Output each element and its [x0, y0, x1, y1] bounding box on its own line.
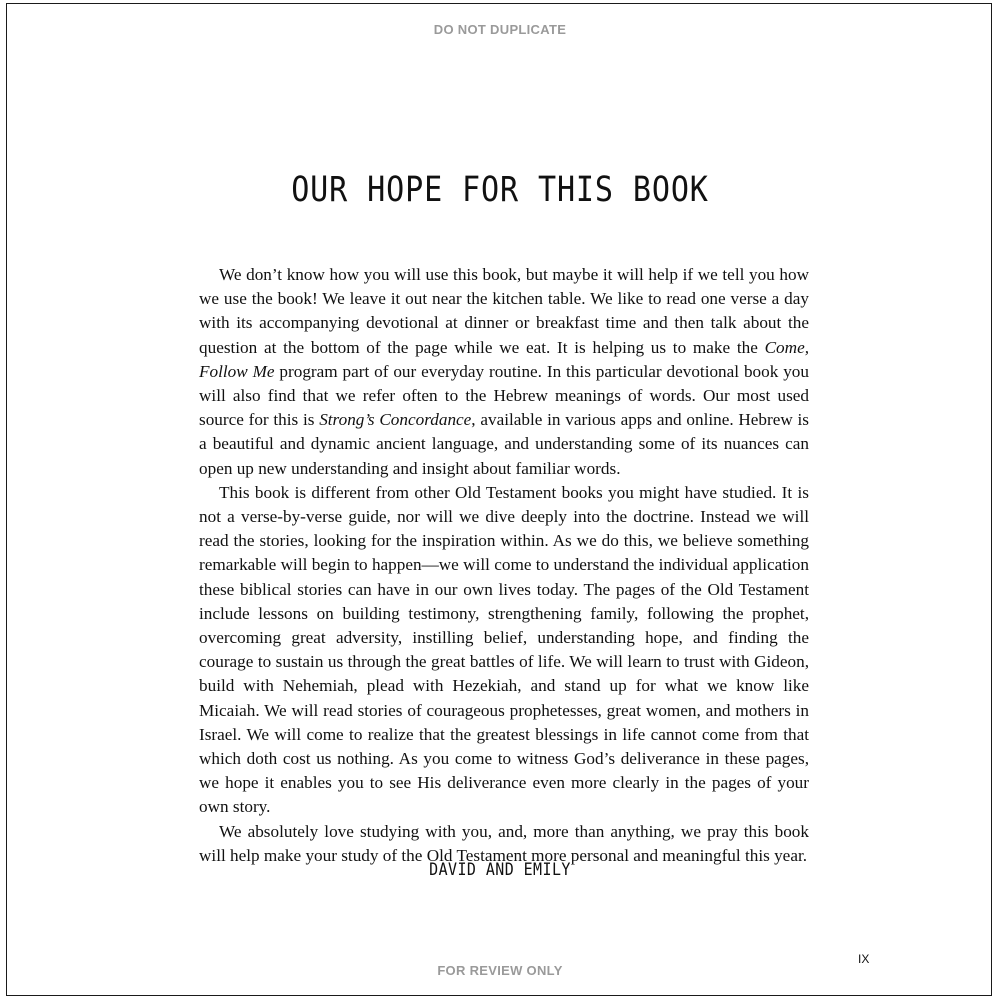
page-title: OUR HOPE FOR THIS BOOK	[291, 170, 709, 210]
paragraph-1-part-c: , available in various apps and online. Hebrew is a beautiful and dynamic ancient language, and understanding some of its nuances can open up new understanding and insight about familiar words.	[199, 410, 810, 478]
come-follow-me-title: Come, Follow Me	[199, 337, 809, 381]
page-number: IX	[858, 952, 870, 966]
watermark-top: DO NOT DUPLICATE	[433, 22, 567, 37]
paragraph-1-part-b: program part of our everyday routine. In this particular devotional book you will also find that we refer often to the Hebrew meanings of words. Our most used source for this is	[199, 361, 809, 430]
paragraph-1	[199, 263, 809, 481]
body-text	[199, 263, 809, 868]
paragraph-3: We absolutely love studying with you, and, more than anything, we pray this book will help make your study of the Old Testament more personal and meaningful this year.	[199, 821, 809, 865]
strongs-concordance-title: Strong’s Concordance	[319, 410, 472, 430]
watermark-bottom: FOR REVIEW ONLY	[437, 963, 563, 978]
paragraph-1-part-a: We don’t know how you will use this book, but maybe it will help if we tell you how we use the book! We leave it out near the kitchen table. We like to read one verse a day with its accompanying devotional at dinner or breakfast time and then talk about the question at the bottom of the page while we eat. It is helping us to make the	[199, 265, 809, 357]
paragraph-2: This book is different from other Old Testament books you might have studied. It is not a verse-by-verse guide, nor will we dive deeply into the doctrine. Instead we will read the stories, looking for the inspiration within. As we do this, we believe something remarkable will begin to happen—we will come to understand the individual application these biblical stories can have in our own lives today. The pages of the Old Testament include lessons on building testimony, strengthening family, following the prophet, overcoming great adversity, instilling belief, understanding hope, and finding the courage to sustain us through the great battles of life. We will learn to trust with Gideon, build with Nehemiah, plead with Hezekiah, and stand up for what we know like Micaiah. We will read stories of courageous prophetesses, great women, and mothers in Israel. We will come to realize that the greatest blessings in life cannot come from that which doth cost us nothing. As you come to witness God’s deliverance in these pages, we hope it enables you to see His deliverance even more clearly in the pages of your own story.	[199, 482, 809, 817]
signature: DAVID AND EMILY	[429, 860, 571, 880]
